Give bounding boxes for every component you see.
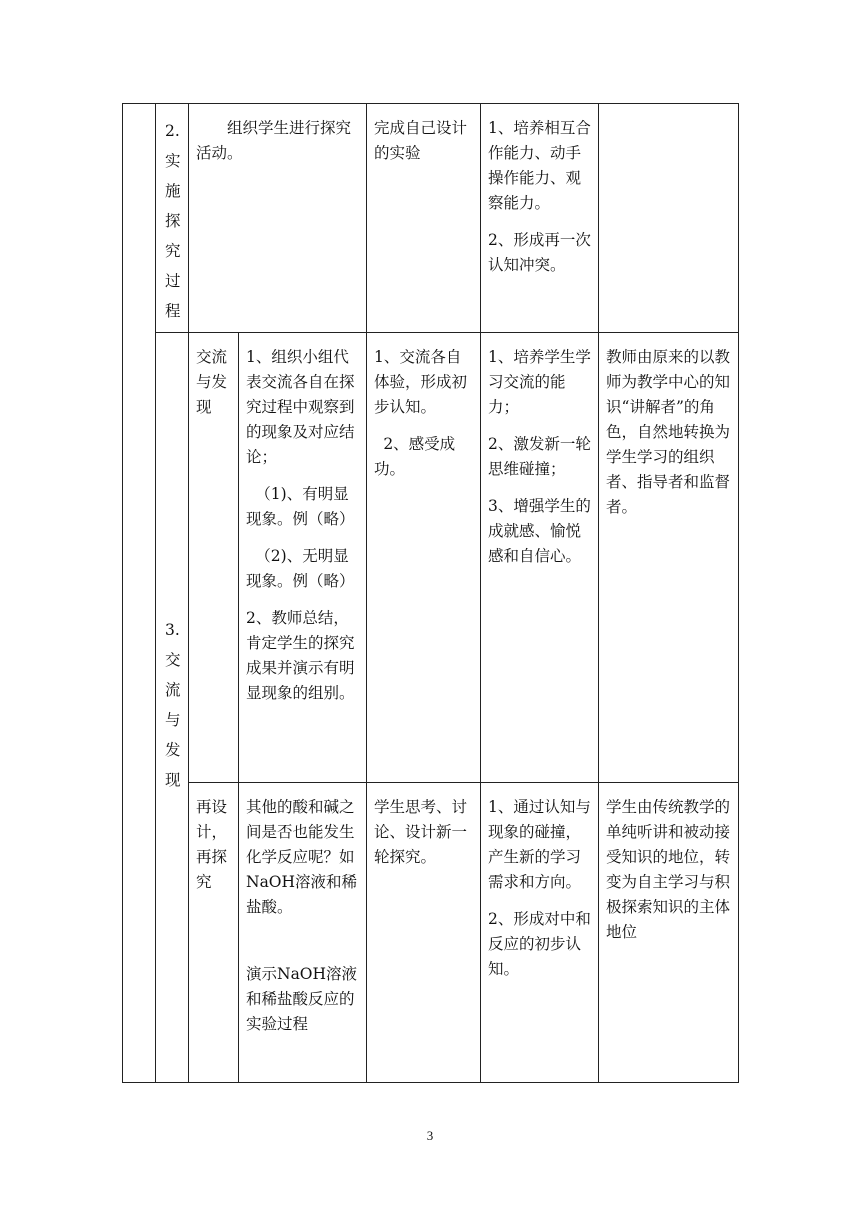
design-intent-text: 2、形成对中和反应的初步认知。 (488, 910, 591, 978)
design-intent-text: 3、增强学生的成就感、愉悦感和自信心。 (488, 497, 591, 565)
design-intent-text: 2、激发新一轮思维碰撞； (488, 435, 591, 478)
stage-label-char: 过 (165, 272, 181, 290)
stage-label-char: 流 (165, 680, 181, 699)
student-activity-text: 1、交流各自体验，形成初步认知。 (374, 348, 468, 416)
spacer (246, 932, 361, 962)
stage-3-label (156, 333, 189, 1083)
stage-label-char: 3. (165, 620, 180, 639)
redesign-intent-cell (481, 783, 599, 1083)
student-activity-text: 2、感受成功。 (374, 435, 456, 478)
stage-label-char: 发 (165, 740, 181, 759)
stage-label-char: 施 (165, 182, 181, 200)
note-text: 教师由原来的以教师为教学中心的知识“讲解者”的角色，自然地转换为学生学习的组织者、指导者和监督者。 (606, 348, 731, 516)
exchange-student-cell (367, 333, 481, 783)
exchange-teacher-cell (239, 333, 367, 783)
redesign-student-cell (367, 783, 481, 1083)
teacher-activity-text: （2)、无明显现象。例（略） (246, 547, 355, 590)
stage-label-char: 与 (165, 710, 181, 729)
redesign-teacher-cell (239, 783, 367, 1083)
design-intent-text: 1、通过认知与现象的碰撞，产生新的学习需求和方向。 (488, 798, 591, 891)
table-row (123, 783, 739, 1083)
stage-label-char: 究 (165, 242, 181, 260)
teacher-activity-text: 2、教师总结，肯定学生的探究成果并演示有明显现象的组别。 (246, 609, 355, 702)
design-intent-text: 2、形成再一次认知冲突。 (488, 231, 591, 274)
stage-label-char: 2. (165, 122, 180, 140)
design-intent-text: 1、培养学生学习交流的能力； (488, 348, 591, 416)
substage-label-exchange (189, 333, 239, 783)
table-row (123, 104, 739, 333)
student-activity-text: 学生思考、讨论、设计新一轮探究。 (374, 798, 468, 866)
stage-2-label (156, 104, 189, 333)
substage-label-redesign (189, 783, 239, 1083)
teacher-activity-text: 演示NaOH溶液和稀盐酸反应的实验过程 (246, 965, 358, 1033)
substage-text: 交流与发现 (196, 348, 228, 416)
page-number: 3 (426, 1128, 434, 1143)
stage-label-char: 现 (165, 770, 181, 789)
stage-2-intent-cell (481, 104, 599, 333)
table-row (123, 333, 739, 783)
stage-label-char: 程 (165, 302, 181, 320)
stage-2-note-cell (599, 104, 739, 333)
lesson-plan-table (122, 103, 739, 1083)
stage-2-student-cell (367, 104, 481, 333)
stage-label-char: 实 (165, 152, 181, 170)
student-activity-text: 完成自己设计的实验 (374, 119, 468, 162)
stage-2-teacher-cell (189, 104, 367, 333)
teacher-activity-text: 其他的酸和碱之间是否也能发生化学反应呢？如NaOH溶液和稀盐酸。 (246, 798, 358, 916)
left-margin-cell (123, 104, 156, 1083)
teacher-activity-text: （1)、有明显现象。例（略） (246, 485, 355, 528)
stage-label-char: 交 (165, 650, 181, 669)
design-intent-text: 1、培养相互合作能力、动手操作能力、观察能力。 (488, 119, 591, 212)
note-text: 学生由传统教学的单纯听讲和被动接受知识的地位，转变为自主学习与积极探索知识的主体地位 (606, 798, 731, 941)
exchange-intent-cell (481, 333, 599, 783)
teacher-activity-text: 1、组织小组代表交流各自在探究过程中观察到的现象及对应结论； (246, 348, 355, 466)
substage-text: 再设计，再探究 (196, 798, 228, 891)
teacher-activity-text: 组织学生进行探究活动。 (196, 119, 352, 162)
exchange-note-cell (599, 333, 739, 783)
stage-label-char: 探 (165, 212, 181, 230)
redesign-note-cell (599, 783, 739, 1083)
